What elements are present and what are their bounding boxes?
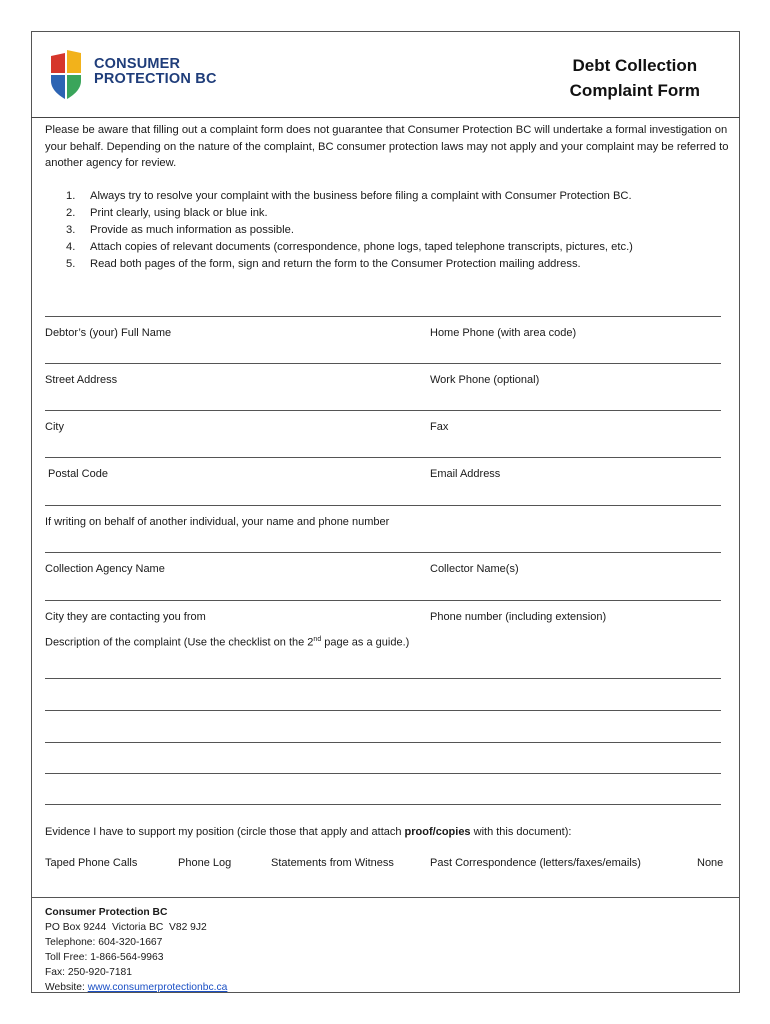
description-input-line[interactable] (45, 742, 721, 743)
evidence-label-bold: proof/copies (404, 826, 471, 838)
evidence-label (45, 826, 571, 838)
street-address-input-line[interactable] (45, 363, 721, 364)
title-line1: Debt Collection (572, 56, 698, 75)
title-line2: Complaint Form (569, 81, 700, 100)
item-number: 3. (66, 224, 76, 236)
item-number: 2. (66, 207, 76, 219)
item-text: Always try to resolve your complaint with the business before filing a complaint with Consumer Protection BC. (90, 190, 632, 202)
field-row-city (45, 410, 721, 442)
contact-fax: Fax: 250-920-7181 (45, 967, 133, 978)
evidence-option-witness[interactable]: Statements from Witness (271, 857, 394, 869)
contact-telephone: Telephone: 604-320-1667 (45, 937, 163, 948)
field-row-street (45, 363, 721, 395)
instruction-item (66, 222, 633, 239)
description-label-text: Description of the complaint (Use the checklist on the 2 (45, 636, 314, 649)
instruction-item (66, 256, 633, 273)
email-address-label: Email Address (430, 468, 501, 480)
footer-divider (31, 897, 740, 898)
contact-org: Consumer Protection BC (45, 907, 168, 918)
item-number: 1. (66, 190, 76, 202)
header-divider (31, 117, 740, 118)
logo-text-line1: CONSUMER (94, 56, 181, 72)
evidence-option-taped-calls[interactable]: Taped Phone Calls (45, 857, 138, 869)
item-text: Attach copies of relevant documents (correspondence, phone logs, taped telephone transcripts, pictures, etc.) (90, 241, 633, 253)
item-number: 4. (66, 241, 76, 253)
debtor-name-label: Debtor’s (your) Full Name (45, 327, 172, 339)
description-input-line[interactable] (45, 804, 721, 805)
phone-number-label: Phone number (including extension) (430, 611, 607, 623)
item-text: Read both pages of the form, sign and return the form to the Consumer Protection mailing address. (90, 258, 581, 270)
agency-name-input-line[interactable] (45, 552, 721, 553)
evidence-option-none[interactable]: None (697, 857, 724, 869)
debtor-name-input-line[interactable] (45, 316, 721, 317)
field-row-behalf (45, 505, 721, 537)
collector-name-label: Collector Name(s) (430, 563, 519, 575)
contact-block (45, 905, 227, 995)
city-label: City (45, 421, 64, 433)
evidence-option-correspondence[interactable]: Past Correspondence (letters/faxes/emails) (430, 857, 641, 869)
contact-city-label: City they are contacting you from (45, 611, 206, 623)
contact-website (45, 980, 227, 995)
evidence-label-text: Evidence I have to support my position (circle those that apply and attach (45, 826, 405, 838)
work-phone-label: Work Phone (optional) (430, 374, 540, 386)
logo-wordmark (94, 57, 217, 87)
behalf-input-line[interactable] (45, 505, 721, 506)
field-row-agency (45, 552, 721, 584)
item-text: Provide as much information as possible. (90, 224, 294, 236)
intro-paragraph: Please be aware that filling out a complaint form does not guarantee that Consumer Protection BC will undertake a formal investigation on your behalf. Depending on the nature of the complaint, BC consumer protection laws may not apply and your complaint may be referred to another agency for review. (45, 124, 729, 169)
logo-text-line2: PROTECTION BC (94, 71, 217, 87)
instruction-item (66, 188, 633, 205)
field-row-contact-city (45, 600, 721, 632)
description-input-line[interactable] (45, 773, 721, 774)
postal-code-label: Postal Code (45, 468, 108, 480)
contact-toll-free: Toll Free: 1-866-564-9963 (45, 952, 164, 963)
item-text: Print clearly, using black or blue ink. (90, 207, 268, 219)
field-row-postal (45, 457, 721, 489)
item-number: 5. (66, 258, 76, 270)
evidence-label-tail: with this document): (470, 826, 572, 838)
page-title (570, 53, 700, 103)
logo-shield-icon (50, 49, 84, 101)
contact-city-input-line[interactable] (45, 600, 721, 601)
street-address-label: Street Address (45, 374, 118, 386)
instruction-list (66, 188, 633, 273)
instruction-item (66, 205, 633, 222)
description-label (45, 636, 409, 649)
fax-label: Fax (430, 421, 449, 433)
agency-name-label: Collection Agency Name (45, 563, 165, 575)
city-input-line[interactable] (45, 410, 721, 411)
evidence-option-phone-log[interactable]: Phone Log (178, 857, 232, 869)
website-label: Website: (45, 982, 88, 993)
behalf-label: If writing on behalf of another individual, your name and phone number (45, 516, 390, 528)
contact-address: PO Box 9244 Victoria BC V82 9J2 (45, 922, 207, 933)
instruction-item (66, 239, 633, 256)
field-row-debtor (45, 316, 721, 348)
description-input-line[interactable] (45, 678, 721, 679)
postal-code-input-line[interactable] (45, 457, 721, 458)
description-input-line[interactable] (45, 710, 721, 711)
website-link[interactable]: www.consumerprotectionbc.ca (87, 982, 228, 993)
description-label-sup: nd (313, 636, 322, 643)
description-label-tail: page as a guide.) (321, 636, 410, 649)
home-phone-label: Home Phone (with area code) (430, 327, 577, 339)
